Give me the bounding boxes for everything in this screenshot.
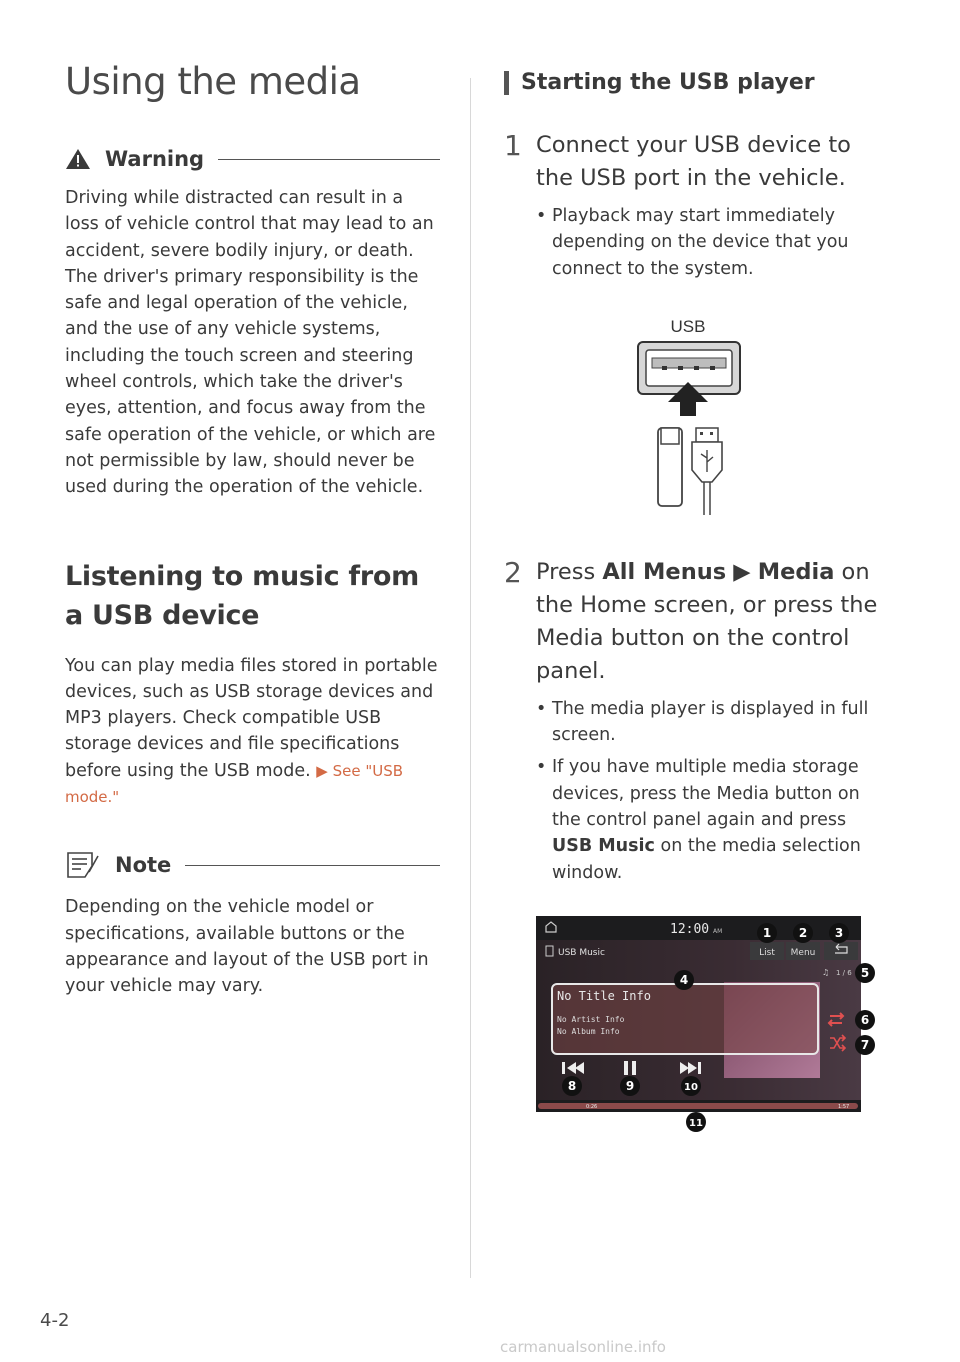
see-reference-link[interactable]: ▶ See "USB mode." bbox=[65, 761, 404, 807]
see-reference-label: See "USB mode." bbox=[65, 761, 404, 807]
callout-10: 10 bbox=[684, 1082, 698, 1093]
callout-1: 1 bbox=[762, 926, 772, 940]
note-header bbox=[65, 850, 440, 880]
step-1-number: 1 bbox=[504, 129, 522, 162]
clock-ampm: AM bbox=[713, 928, 723, 935]
step-1 bbox=[504, 129, 884, 195]
column-divider bbox=[470, 78, 471, 1278]
left-column bbox=[65, 60, 440, 1000]
step-2 bbox=[504, 556, 884, 688]
bullet-2-prefix: If you have multiple media storage devices, press the Media button on the control panel again and press bbox=[552, 757, 860, 831]
usb-label: USB bbox=[670, 317, 706, 336]
callout-6: 6 bbox=[860, 1013, 870, 1027]
album-info: No Album Info bbox=[557, 1027, 620, 1036]
note-rule bbox=[185, 865, 440, 866]
arrow-icon: ▶ bbox=[733, 558, 751, 585]
intro-text bbox=[65, 653, 440, 811]
page-title: Using the media bbox=[65, 60, 361, 103]
step-2-suffix: on the Home screen, or press the Media button on the control panel. bbox=[536, 558, 878, 684]
heading-bar bbox=[504, 71, 509, 95]
callout-4: 4 bbox=[679, 973, 689, 987]
warning-label: Warning bbox=[105, 147, 205, 171]
step-2-number: 2 bbox=[504, 555, 522, 589]
warning-icon bbox=[65, 148, 91, 170]
step-2-prefix: Press bbox=[536, 558, 603, 585]
usb-port-illustration bbox=[630, 310, 750, 520]
note-text: Depending on the vehicle model or specifications, available buttons or the appearance and layout of the USB port in your vehicle may vary. bbox=[65, 897, 429, 997]
source-label: USB Music bbox=[558, 948, 605, 958]
step-2-text bbox=[536, 556, 884, 688]
intro-body: You can play media files stored in portable devices, such as USB storage devices and MP3 players. Check compatible USB storage devices and file specifications before using the USB mode. bbox=[65, 655, 438, 781]
section-title: Listening to music from a USB device bbox=[65, 560, 419, 631]
step-1-text: Connect your USB device to the USB port in the vehicle. bbox=[536, 132, 851, 191]
title-info: No Title Info bbox=[557, 989, 651, 1003]
all-menus-label: All Menus bbox=[602, 558, 727, 585]
artist-info: No Artist Info bbox=[557, 1015, 625, 1024]
clock-time: 12:00 bbox=[670, 922, 710, 937]
callout-2: 2 bbox=[798, 926, 808, 940]
step-2-bullet-2 bbox=[536, 754, 884, 885]
list-button-label: List bbox=[759, 948, 775, 958]
track-count: 1 / 6 bbox=[836, 969, 852, 977]
callout-11: 11 bbox=[689, 1118, 703, 1129]
usb-player-heading bbox=[504, 70, 884, 95]
elapsed-time: 0:26 bbox=[586, 1104, 598, 1110]
menu-button-label: Menu bbox=[790, 948, 816, 958]
step-1-bullet: • Playback may start immediately depending on the device that you connect to the system. bbox=[536, 203, 884, 282]
callout-3: 3 bbox=[834, 926, 844, 940]
media-player-screen bbox=[536, 916, 881, 1136]
step-2-bullet-1: • The media player is displayed in full screen. bbox=[536, 696, 884, 749]
warning-text: Driving while distracted can result in a loss of vehicle control that may lead to an accident, severe bodily injury, or death. The driver's primary responsibility is the safe and legal operation of the vehicle, and the use of any vehicle systems, including the touch screen and steering wheel controls, which take the driver's eyes, attention, and focus away from the safe operation of the vehicle, or which are not permissible by law, should never be used during the operation of the vehicle. bbox=[65, 188, 436, 498]
warning-header bbox=[65, 147, 440, 171]
total-time: 1:57 bbox=[838, 1104, 850, 1110]
back-button[interactable] bbox=[824, 942, 858, 960]
callout-5: 5 bbox=[860, 966, 870, 980]
step-1-bullets bbox=[536, 203, 884, 282]
note-icon bbox=[65, 850, 101, 880]
callout-9: 9 bbox=[625, 1079, 635, 1093]
usb-player-heading-text: Starting the USB player bbox=[521, 70, 815, 95]
note-label: Note bbox=[115, 853, 172, 878]
usb-music-label: USB Music bbox=[552, 836, 655, 857]
callout-7: 7 bbox=[860, 1038, 870, 1052]
warning-rule bbox=[218, 159, 440, 160]
callout-8: 8 bbox=[567, 1079, 577, 1093]
music-note-icon: ♫ bbox=[822, 968, 830, 977]
watermark: carmanualsonline.info bbox=[500, 1338, 666, 1356]
usb-cable-icon bbox=[696, 428, 718, 442]
step-2-bullets bbox=[536, 696, 884, 886]
bullet-2-suffix: on the media selection window. bbox=[552, 836, 861, 883]
media-label: Media bbox=[757, 558, 835, 585]
page-number: 4-2 bbox=[40, 1310, 70, 1331]
